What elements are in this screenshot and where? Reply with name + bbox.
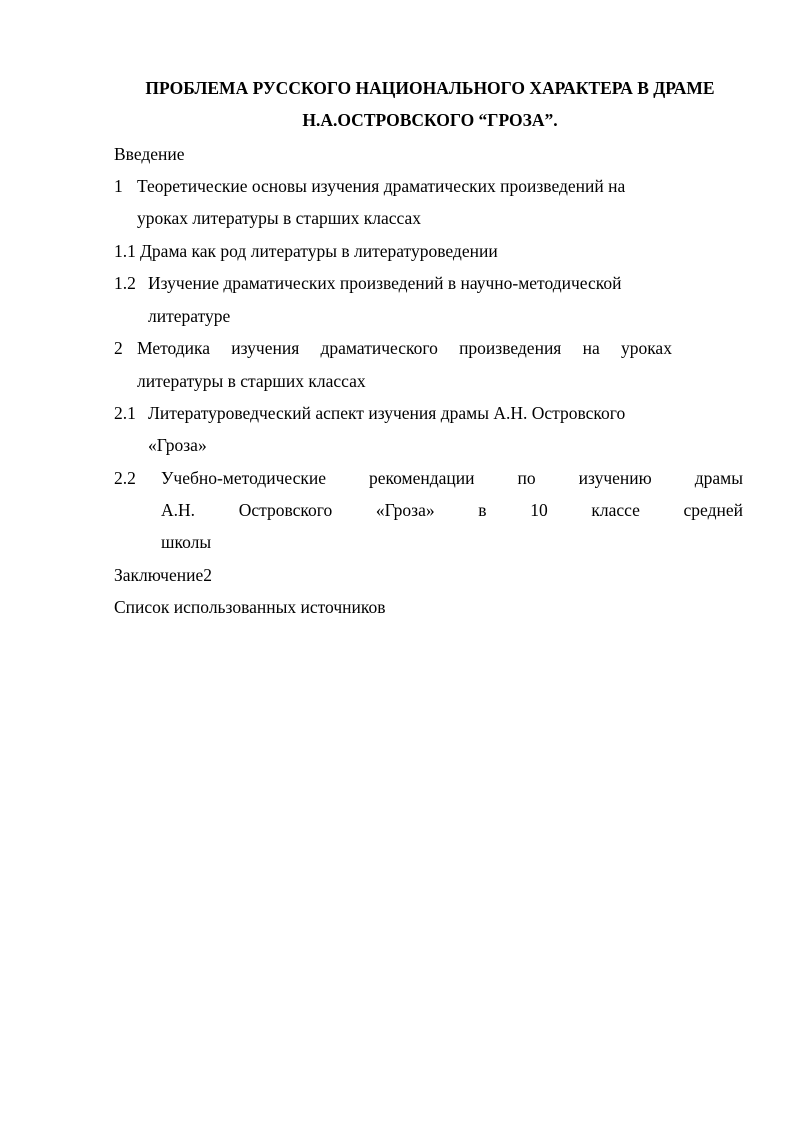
toc-item-2-2-word: классе: [591, 500, 640, 520]
toc-item-1-2-line-1: Изучение драматических произведений в научно-методической: [148, 273, 622, 293]
toc-item-2-2-number: 2.2: [114, 468, 136, 488]
toc-conclusion: Заключение2: [114, 565, 212, 585]
toc-item-2-line-2: литературы в старших классах: [137, 371, 366, 391]
document-title-line-1: ПРОБЛЕМА РУССКОГО НАЦИОНАЛЬНОГО ХАРАКТЕРА В ДРАМЕ: [145, 78, 715, 98]
toc-item-1-1-text: Драма как род литературы в литературоведении: [140, 241, 498, 261]
toc-item-2-2-word: рекомендации: [369, 468, 475, 488]
toc-item-2-2-line-2: [161, 500, 743, 520]
toc-item-1-number: 1: [114, 176, 123, 196]
toc-item-2-2-line-1: [161, 468, 743, 488]
toc-item-2-2-line-3: школы: [161, 532, 212, 552]
toc-item-2-2-word: средней: [683, 500, 743, 520]
toc-references: Список использованных источников: [114, 597, 386, 617]
toc-item-2-2-word: 10: [530, 500, 548, 520]
toc-item-2-2-word: Учебно-методические: [161, 468, 326, 488]
toc-item-2-1-line-2: «Гроза»: [148, 435, 207, 455]
toc-intro: Введение: [114, 144, 185, 164]
toc-item-2-2-word: А.Н.: [161, 500, 196, 520]
toc-item-2-2-word: драмы: [694, 468, 743, 488]
toc-item-2-2-word: изучению: [578, 468, 652, 488]
toc-item-2-2-word: в: [478, 500, 487, 520]
toc-item-2-word: уроках: [620, 338, 672, 358]
toc-item-1-2-number: 1.2: [114, 273, 136, 293]
toc-item-2-word: на: [582, 338, 600, 358]
toc-item-2-line-1: [137, 338, 672, 358]
toc-item-1-1-number: 1.1: [114, 241, 136, 261]
toc-item-2-1-number: 2.1: [114, 403, 136, 423]
toc-item-2-2-word: по: [517, 468, 536, 488]
toc-item-1-line-1: Теоретические основы изучения драматических произведений на: [137, 176, 626, 196]
toc-item-2-2-word: «Гроза»: [375, 500, 435, 520]
toc-item-2-number: 2: [114, 338, 123, 358]
toc-item-2-word: драматического: [320, 338, 438, 358]
toc-item-2-word: изучения: [231, 338, 300, 358]
document-title-line-2: Н.А.ОСТРОВСКОГО “ГРОЗА”.: [302, 110, 558, 130]
toc-item-2-word: Методика: [137, 338, 211, 358]
toc-item-2-2-word: Островского: [238, 500, 333, 520]
toc-item-1-2-line-2: литературе: [148, 306, 231, 326]
toc-item-2-1-line-1: Литературоведческий аспект изучения драмы А.Н. Островского: [148, 403, 626, 423]
toc-item-1-line-2: уроках литературы в старших классах: [137, 208, 422, 228]
toc-item-2-word: произведения: [459, 338, 562, 358]
